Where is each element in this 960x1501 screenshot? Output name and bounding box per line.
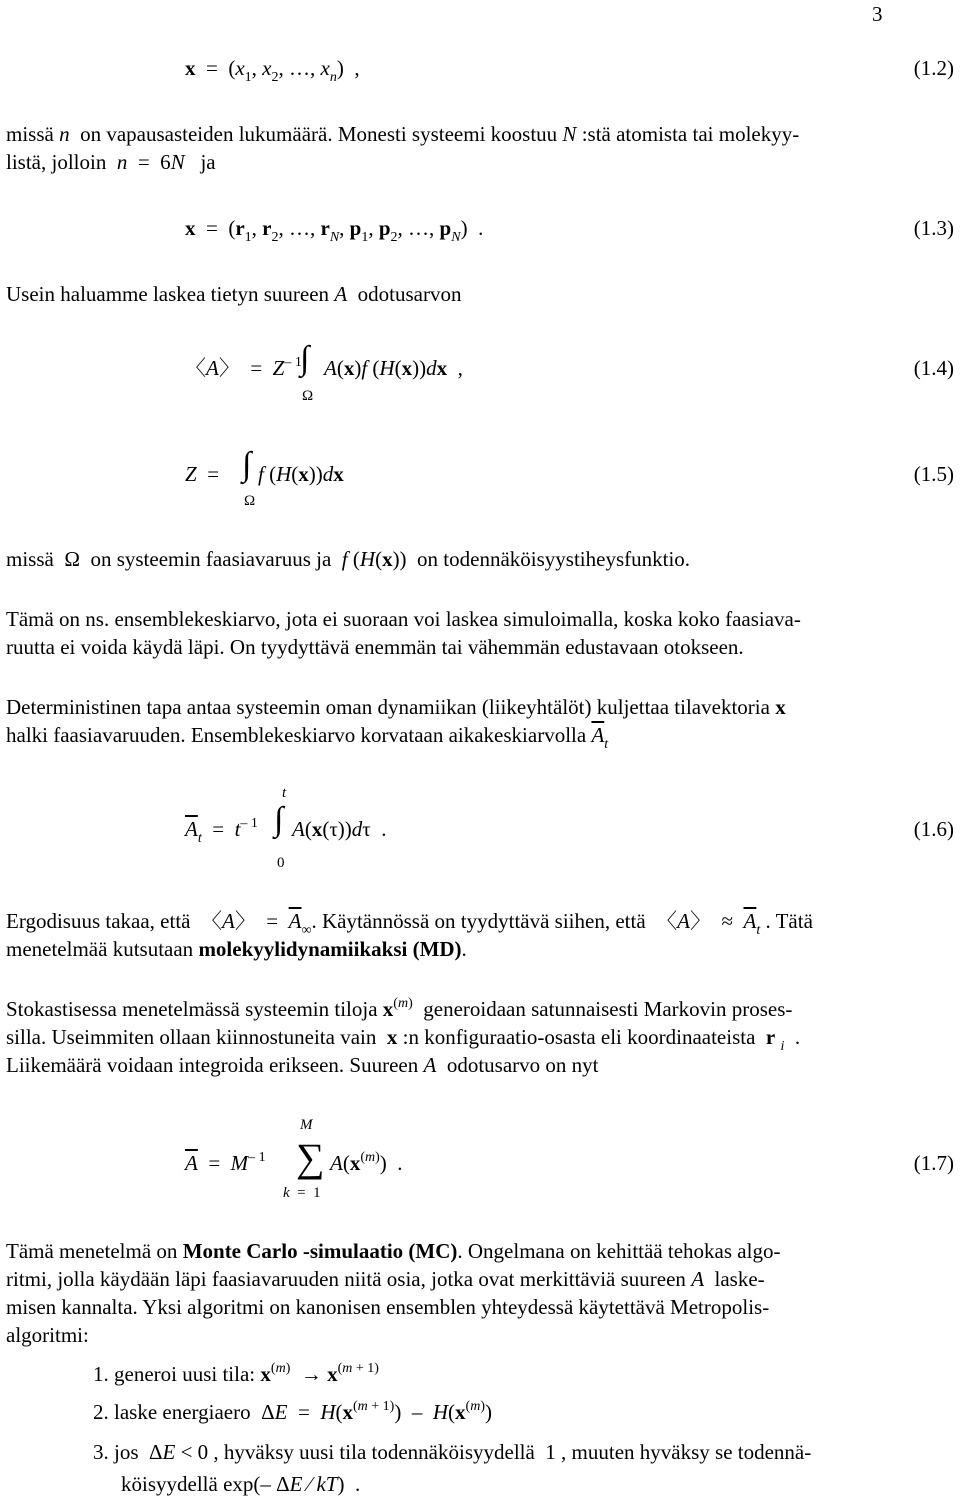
list-item: 1. generoi uusi tila: $x^{(m)} \to x^{(m + 1)}$ bbox=[93, 1361, 379, 1386]
paragraph-line: Tämä on ns. ensemblekeskiarvo, jota ei suoraan voi laskea simuloimalla, koska koko faasiava- bbox=[6, 607, 801, 631]
paragraph-line: Deterministinen tapa antaa systeemin oman dynamiikan (liikeyhtälöt) kuljettaa tilavektoria x bbox=[6, 695, 786, 719]
integral-lower-limit: 0 bbox=[277, 855, 285, 871]
integral-sign: ∫ bbox=[274, 801, 284, 838]
paragraph-line: Liikemäärä voidaan integroida erikseen. Suureen A odotusarvo on nyt bbox=[6, 1053, 599, 1077]
equation-number: (1.4) bbox=[913, 356, 954, 380]
equation-1-7-body: $A(x^{(m)})$ . bbox=[330, 1150, 403, 1175]
integral-domain: Ω bbox=[302, 388, 314, 404]
equation-1-2: $x = (x_1$, $x_2$, …, $x_n$) , bbox=[185, 56, 360, 85]
paragraph-line: Ergodisuus takaa, että 〈A〉 = $\overline{A}_\infty$. Käytännössä on tyydyttävä siihen, että 〈A〉 ≈ $\overline{A}_t$ . Tätä bbox=[6, 909, 813, 938]
list-item-continuation: köisyydellä exp(– ΔE ⁄ kT) . bbox=[121, 1472, 361, 1496]
equation-1-7: $\overline{A} = M^{- 1}$ bbox=[185, 1150, 266, 1175]
equation-1-6-body: A(x(τ))dτ . bbox=[292, 817, 387, 841]
integral-sign: ∫ bbox=[242, 446, 252, 483]
equation-number: (1.2) bbox=[913, 56, 954, 80]
paragraph-line: missä n on vapausasteiden lukumäärä. Monesti systeemi koostuu N :stä atomista tai molekyy- bbox=[6, 122, 800, 146]
sum-upper-limit: M bbox=[300, 1117, 313, 1133]
paragraph-line: missä Ω on systeemin faasiavaruus ja f (H(x)) on todennäköisyystiheysfunktio. bbox=[6, 547, 691, 571]
paragraph-line: ruutta ei voida käydä läpi. On tyydyttävä enemmän tai vähemmän edustavaan otokseen. bbox=[6, 635, 744, 659]
paragraph-line: listä, jolloin n = 6N ja bbox=[6, 150, 216, 174]
paragraph-line: misen kannalta. Yksi algoritmi on kanonisen ensemblen yhteydessä käytettävä Metropolis- bbox=[6, 1295, 770, 1319]
equation-number: (1.3) bbox=[913, 216, 954, 240]
paragraph-line: Tämä menetelmä on Monte Carlo -simulaatio (MC). Ongelmana on kehittää tehokas algo- bbox=[6, 1239, 781, 1263]
paragraph-line: Stokastisessa menetelmässä systeemin tiloja $x^{(m)}$ generoidaan satunnaisesti Markovin proses- bbox=[6, 996, 793, 1021]
integral-upper-limit: t bbox=[282, 785, 287, 801]
integral-sign: ∫ bbox=[300, 340, 310, 377]
equation-1-4-body: A(x)f (H(x))dx , bbox=[324, 356, 463, 380]
equation-number: (1.5) bbox=[913, 462, 954, 486]
equation-1-4: 〈A〉 = $Z^{- 1}$ bbox=[185, 355, 302, 380]
paragraph-line: silla. Useimmiten ollaan kiinnostuneita vain x :n konfiguraatio-osasta eli koordinaateista r $_i$ . bbox=[6, 1025, 801, 1054]
list-item: 2. laske energiaero $\Delta E = H(x^{(m + 1)}) - H(x^{(m)})$ bbox=[93, 1399, 492, 1424]
equation-1-5: Z = bbox=[185, 462, 220, 486]
equation-1-3: $x = (r_1$, $r_2$, …, $r_N$, $p_1$, $p_2$, …, $p_N$) . bbox=[185, 216, 484, 245]
list-item: 3. jos ΔE < 0 , hyväksy uusi tila todennäköisyydellä 1 , muuten hyväksy se todennä- bbox=[93, 1440, 812, 1464]
equation-1-5-body: f (H(x))dx bbox=[258, 462, 344, 486]
equation-1-6: $\overline{A}_t = t^{- 1}$ bbox=[185, 816, 258, 846]
paragraph-line: algoritmi: bbox=[6, 1323, 89, 1347]
integral-domain: Ω bbox=[244, 493, 256, 509]
paragraph-line: ritmi, jolla käydään läpi faasiavaruuden niitä osia, jotka ovat merkittäviä suureen A laske- bbox=[6, 1267, 765, 1291]
paragraph-line: halki faasiavaruuden. Ensemblekeskiarvo korvataan aikakeskiarvolla $\overline{A}_t$ bbox=[6, 723, 609, 752]
sum-sign: ∑ bbox=[296, 1135, 325, 1180]
paragraph-line: Usein haluamme laskea tietyn suureen A odotusarvon bbox=[6, 282, 462, 306]
page-number: 3 bbox=[872, 2, 883, 26]
sum-lower-limit: k = 1 bbox=[283, 1185, 321, 1201]
equation-number: (1.6) bbox=[913, 817, 954, 841]
paragraph-line: menetelmää kutsutaan molekyylidynamiikaksi (MD). bbox=[6, 937, 467, 961]
equation-number: (1.7) bbox=[913, 1151, 954, 1175]
